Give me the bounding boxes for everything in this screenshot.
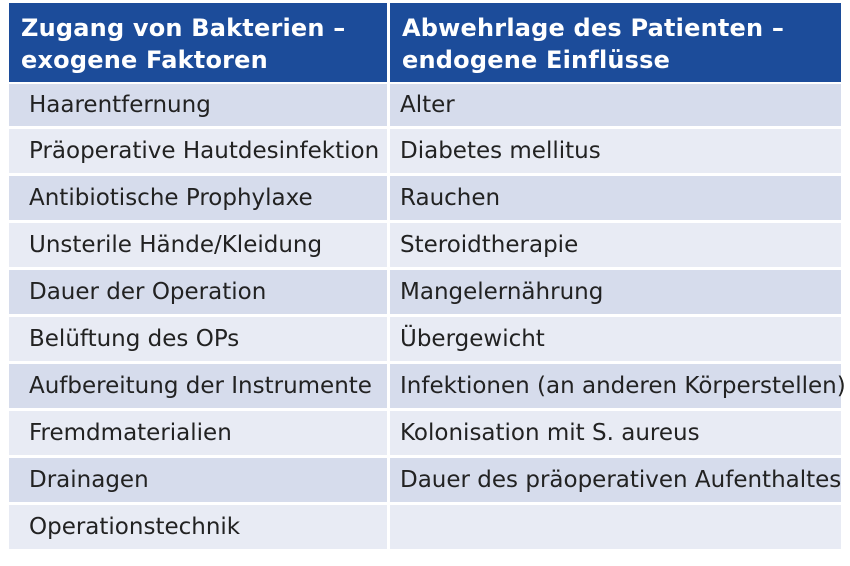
table-row bbox=[9, 129, 841, 176]
endogenous-factor-cell: Kolonisation mit S. aureus bbox=[390, 411, 841, 458]
endogenous-factor-cell: Mangelernährung bbox=[390, 270, 841, 317]
header-endogenous-factors bbox=[390, 3, 841, 82]
exogenous-factor-cell: Antibiotische Prophylaxe bbox=[9, 176, 390, 223]
table-header-row bbox=[9, 3, 841, 82]
endogenous-factor-cell bbox=[390, 505, 841, 552]
exogenous-factor-cell: Belüftung des OPs bbox=[9, 317, 390, 364]
endogenous-factor-cell: Infektionen (an anderen Körperstellen) bbox=[390, 364, 841, 411]
table-row bbox=[9, 505, 841, 552]
header-line: exogene Faktoren bbox=[21, 46, 268, 74]
table-row bbox=[9, 176, 841, 223]
header-line: Abwehrlage des Patienten – bbox=[402, 14, 785, 42]
endogenous-factor-cell: Alter bbox=[390, 82, 841, 129]
exogenous-factor-cell: Unsterile Hände/Kleidung bbox=[9, 223, 390, 270]
table-row bbox=[9, 317, 841, 364]
table-row bbox=[9, 223, 841, 270]
risk-factors-table bbox=[9, 3, 846, 552]
table-row bbox=[9, 270, 841, 317]
endogenous-factor-cell: Rauchen bbox=[390, 176, 841, 223]
header-line: endogene Einflüsse bbox=[402, 46, 671, 74]
exogenous-factor-cell: Fremdmaterialien bbox=[9, 411, 390, 458]
exogenous-factor-cell: Drainagen bbox=[9, 458, 390, 505]
exogenous-factor-cell: Operationstechnik bbox=[9, 505, 390, 552]
header-exogenous-factors bbox=[9, 3, 390, 82]
risk-factors-table-container bbox=[9, 3, 846, 552]
endogenous-factor-cell: Diabetes mellitus bbox=[390, 129, 841, 176]
endogenous-factor-cell: Übergewicht bbox=[390, 317, 841, 364]
endogenous-factor-cell: Steroidtherapie bbox=[390, 223, 841, 270]
table-row bbox=[9, 82, 841, 129]
exogenous-factor-cell: Haarentfernung bbox=[9, 82, 390, 129]
endogenous-factor-cell: Dauer des präoperativen Aufenthaltes bbox=[390, 458, 841, 505]
exogenous-factor-cell: Aufbereitung der Instrumente bbox=[9, 364, 390, 411]
header-line: Zugang von Bakterien – bbox=[21, 14, 346, 42]
table-row bbox=[9, 458, 841, 505]
table-row bbox=[9, 411, 841, 458]
table-row bbox=[9, 364, 841, 411]
exogenous-factor-cell: Präoperative Hautdesinfektion bbox=[9, 129, 390, 176]
exogenous-factor-cell: Dauer der Operation bbox=[9, 270, 390, 317]
